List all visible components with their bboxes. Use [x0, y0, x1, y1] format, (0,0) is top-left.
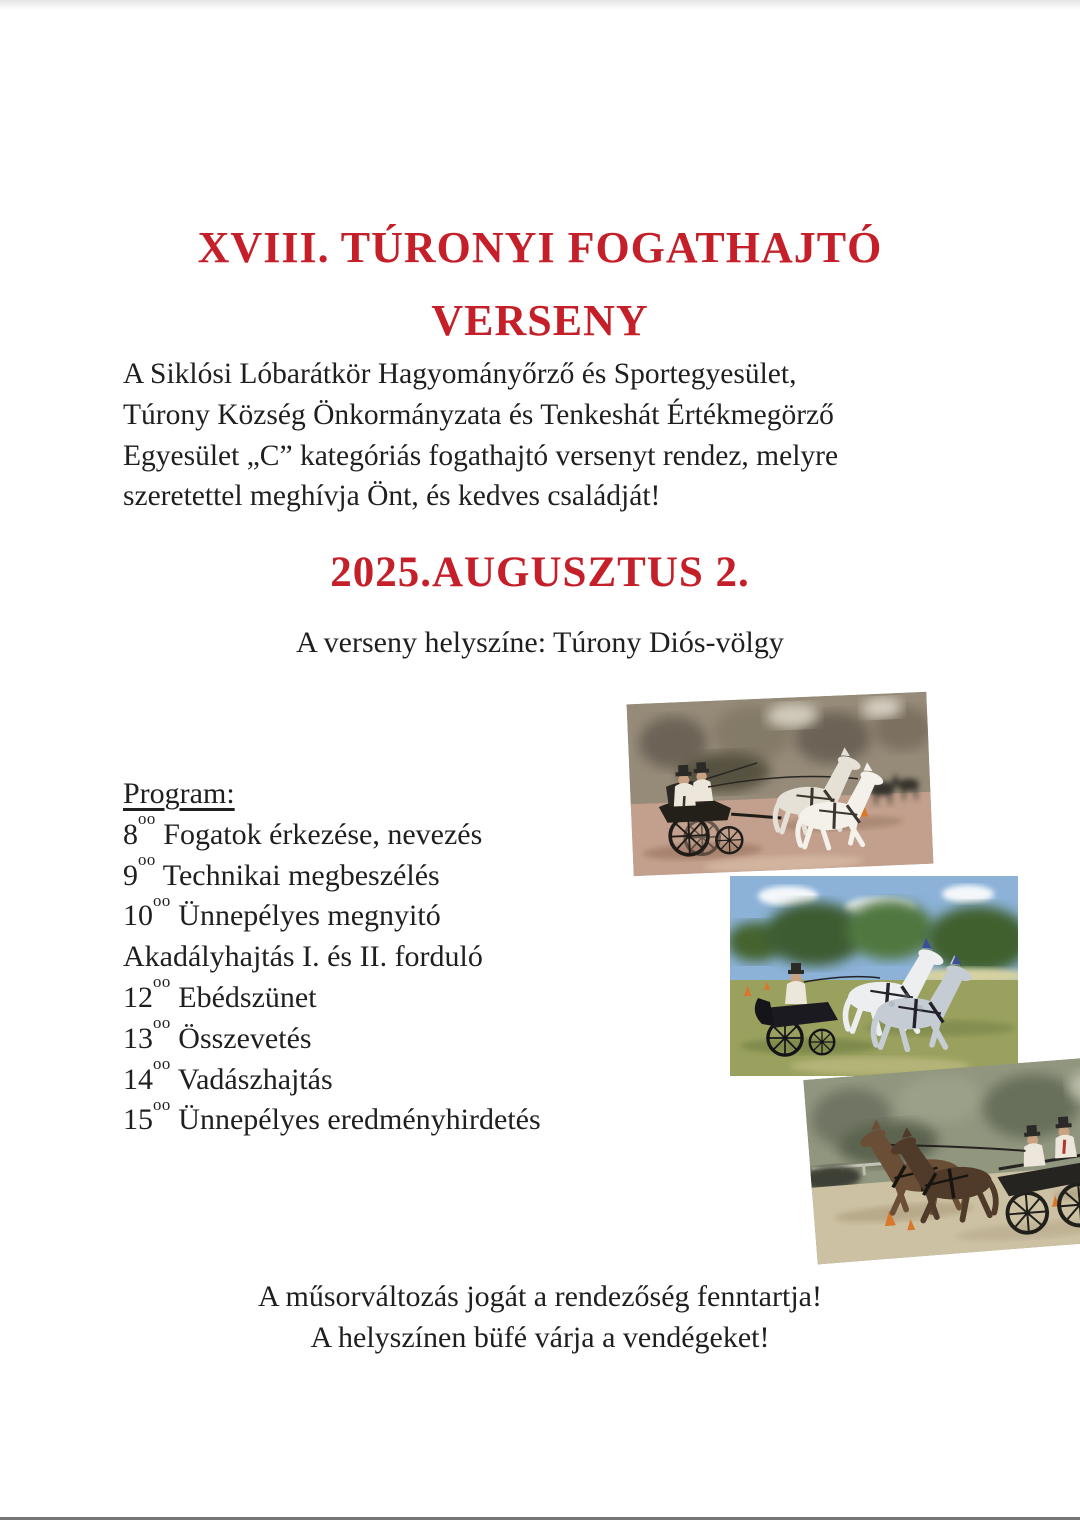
invitation-line-4: szeretettel meghívja Önt, és kedves családját!	[123, 480, 661, 513]
footer-line-1: A műsorváltozás jogát a rendezőség fenntartja!	[258, 1280, 822, 1313]
footer-note	[0, 1276, 1080, 1358]
program-schedule	[123, 774, 541, 1141]
footer-line-2: A helyszínen büfé várja a vendégeket!	[310, 1321, 770, 1354]
page-title-line-1: XVIII. TÚRONYI FOGATHAJTÓ	[197, 223, 883, 273]
photo-white-horse-pair	[627, 692, 934, 876]
page-top-edge	[0, 0, 1080, 10]
invitation-line-1: A Siklósi Lóbarátkör Hagyományőrző és Sportegyesület,	[123, 358, 797, 390]
program-heading: Program:	[123, 777, 235, 810]
invitation-line-3: Egyesület „C” kategóriás fogathajtó versenyt rendez, melyre	[123, 439, 839, 472]
program-item: $9^{oo}$ Technikai megbeszélés	[123, 849, 440, 892]
event-date: 2025.AUGUSZTUS 2.	[330, 549, 750, 596]
program-item: $15^{oo}$ Ünnepélyes eredményhirdetés	[123, 1094, 541, 1137]
page-title-line-2: VERSENY	[431, 296, 649, 346]
photo-grey-horse-pair	[730, 876, 1018, 1076]
event-venue: A verseny helyszíne: Túrony Diós-völgy	[296, 626, 784, 659]
invitation-line-2: Túrony Község Önkormányzata és Tenkeshát Értékmegörző	[123, 398, 834, 431]
program-item: $14^{oo}$ Vadászhajtás	[123, 1053, 333, 1096]
program-item: $8^{oo}$ Fogatok érkezése, nevezés	[123, 809, 483, 851]
photo-brown-horse-pair	[803, 1057, 1080, 1265]
invitation-paragraph	[123, 354, 983, 517]
program-item: $13^{oo}$ Összevetés	[123, 1013, 312, 1055]
program-item: Akadályhajtás I. és II. forduló	[123, 940, 483, 974]
page-title	[0, 211, 1080, 357]
program-item: $12^{oo}$ Ebédszünet	[123, 972, 317, 1014]
program-item: $10^{oo}$ Ünnepélyes megnyitó	[123, 890, 441, 933]
